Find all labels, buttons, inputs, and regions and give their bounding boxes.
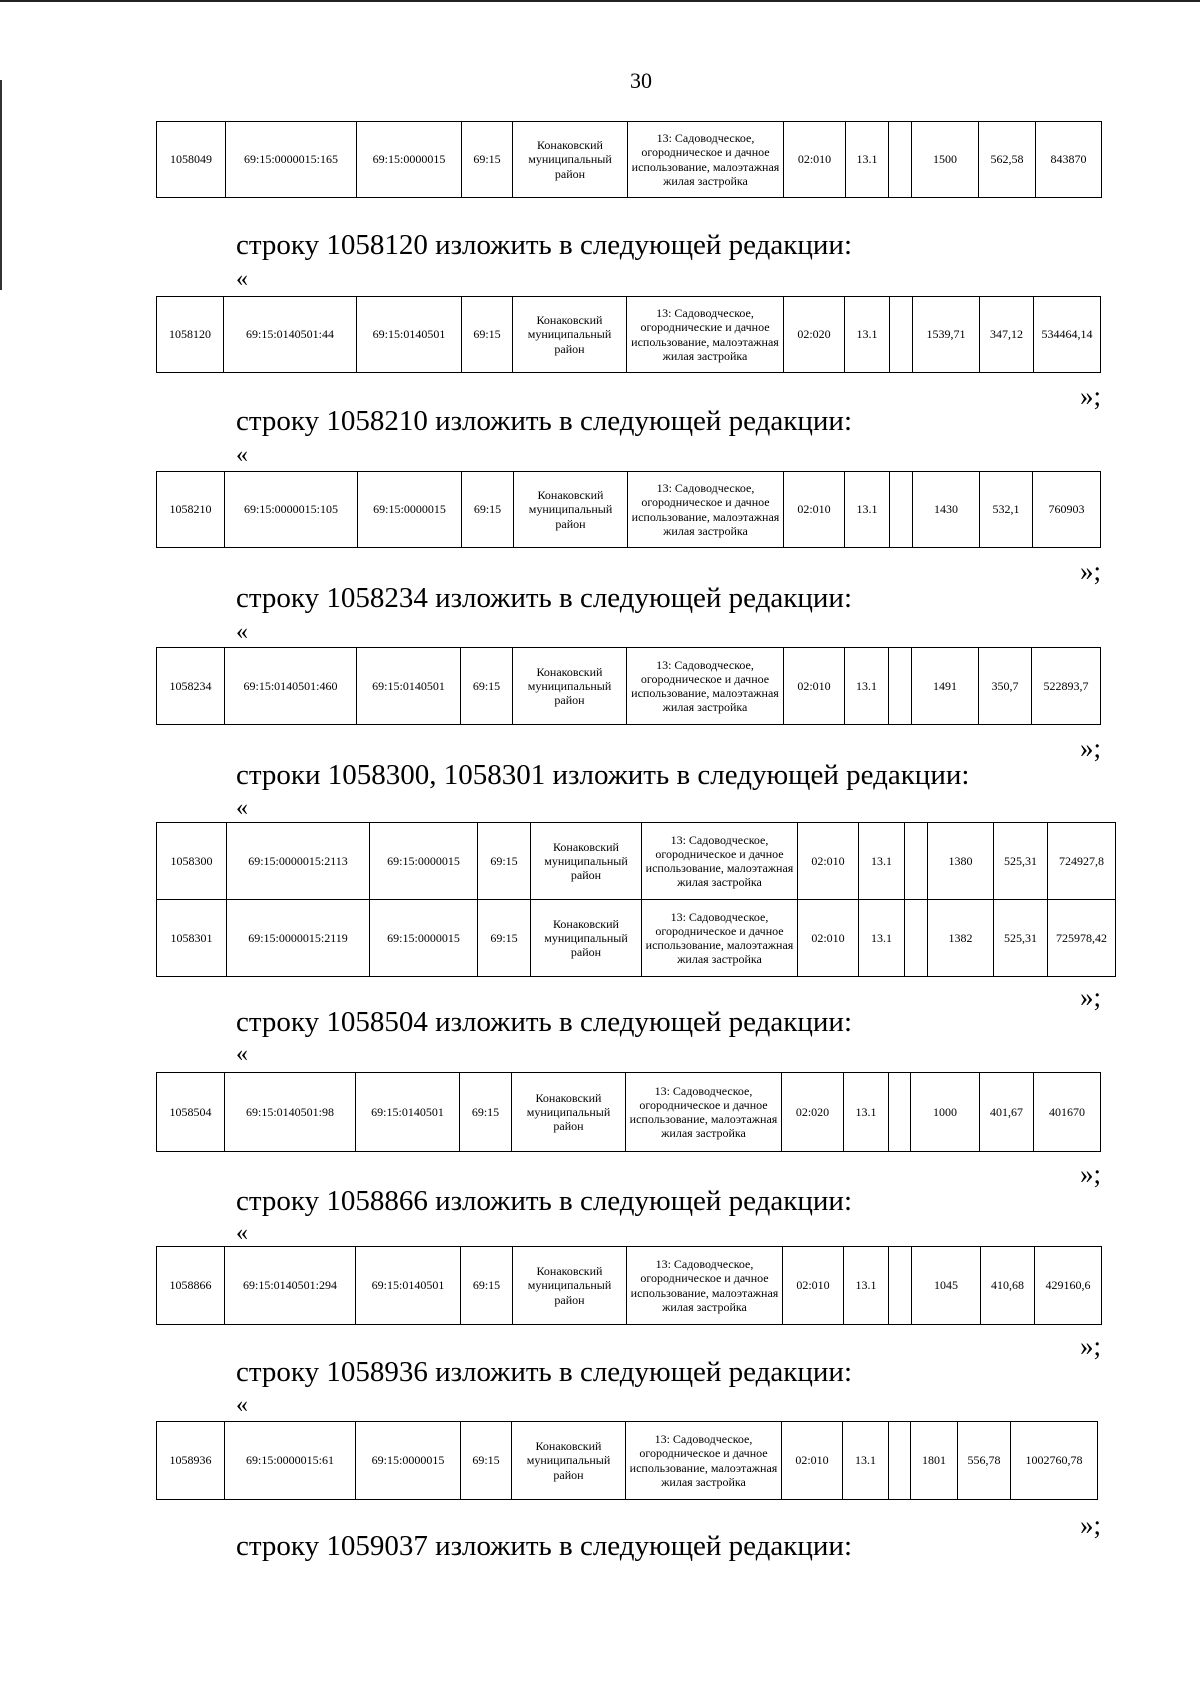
cell-empty-column — [889, 1247, 912, 1325]
scan-left-border — [0, 80, 2, 290]
cell-district-code: 69:15 — [478, 823, 531, 900]
cell-quarter-number: 69:15:0140501 — [357, 297, 462, 373]
amendment-heading: строку 1058120 изложить в следующей редакции: — [236, 229, 852, 261]
cell-municipality: Конаковский муниципальный район — [513, 297, 627, 373]
opening-quote: « — [236, 266, 248, 292]
table-row — [157, 823, 1116, 900]
cell-land-use: 13: Садоводческое, огородническое и дачное использование, малоэтажная жилая застройка — [627, 1247, 783, 1325]
cell-cadastral-value: 724927,8 — [1048, 823, 1116, 900]
table-row — [157, 122, 1102, 198]
cell-specific-value: 350,7 — [979, 648, 1032, 725]
cell-group-code: 13.1 — [843, 1422, 889, 1500]
cell-row-number: 1058120 — [157, 297, 224, 373]
cell-cadastral-value: 401670 — [1034, 1073, 1101, 1152]
cell-specific-value: 525,31 — [994, 900, 1048, 977]
cell-row-number: 1058049 — [157, 122, 226, 198]
opening-quote: « — [236, 619, 248, 645]
cell-empty-column — [889, 1422, 911, 1500]
cell-row-number: 1058210 — [157, 472, 225, 548]
cell-specific-value: 347,12 — [980, 297, 1034, 373]
cell-cadastral-number: 69:15:0000015:2119 — [227, 900, 370, 977]
cell-row-number: 1058936 — [157, 1422, 225, 1500]
closing-quote: »; — [1080, 381, 1102, 411]
cell-district-code: 69:15 — [461, 648, 513, 725]
cell-cadastral-number: 69:15:0140501:98 — [225, 1073, 356, 1152]
cell-specific-value: 556,78 — [958, 1422, 1011, 1500]
cell-land-use: 13: Садоводческое, огородническое и дачное использование, малоэтажная жилая застройка — [626, 1422, 782, 1500]
page-number: 30 — [630, 68, 652, 93]
cell-quarter-number: 69:15:0000015 — [356, 1422, 461, 1500]
cell-district-code: 69:15 — [461, 1247, 513, 1325]
cell-quarter-number: 69:15:0140501 — [356, 1073, 460, 1152]
cell-land-use: 13: Садоводческое, огороднические и дачное использование, малоэтажная жилая застройка — [627, 297, 784, 373]
cell-municipality: Конаковский муниципальный район — [531, 823, 642, 900]
cell-quarter-number: 69:15:0140501 — [356, 1247, 461, 1325]
cell-district-code: 69:15 — [462, 122, 513, 198]
closing-quote: »; — [1080, 1510, 1102, 1540]
table-row — [157, 297, 1101, 373]
cell-district-code: 69:15 — [460, 1073, 512, 1152]
cell-municipality: Конаковский муниципальный район — [513, 122, 628, 198]
cell-area: 1491 — [912, 648, 979, 725]
opening-quote: « — [236, 795, 248, 821]
table-row — [157, 648, 1101, 725]
cell-zone-code: 02:010 — [784, 648, 845, 725]
cell-quarter-number: 69:15:0000015 — [370, 823, 478, 900]
cell-group-code: 13.1 — [846, 122, 889, 198]
cell-land-use: 13: Садоводческое, огородническое и дачное использование, малоэтажная жилая застройка — [642, 900, 798, 977]
cell-group-code: 13.1 — [859, 900, 905, 977]
cell-zone-code: 02:010 — [798, 823, 859, 900]
scan-top-border — [0, 0, 1200, 2]
cell-area: 1000 — [911, 1073, 980, 1152]
cell-cadastral-number: 69:15:0000015:61 — [225, 1422, 356, 1500]
record-table — [156, 1421, 1098, 1500]
cell-zone-code: 02:010 — [784, 472, 845, 548]
cell-row-number: 1058866 — [157, 1247, 225, 1325]
cell-zone-code: 02:020 — [782, 1073, 844, 1152]
cell-empty-column — [889, 122, 912, 198]
cell-zone-code: 02:010 — [798, 900, 859, 977]
cell-group-code: 13.1 — [845, 472, 890, 548]
opening-quote: « — [236, 1392, 248, 1418]
cell-specific-value: 525,31 — [994, 823, 1048, 900]
closing-quote: »; — [1080, 982, 1102, 1012]
cell-area: 1045 — [912, 1247, 981, 1325]
cell-municipality: Конаковский муниципальный район — [512, 1422, 626, 1500]
cell-empty-column — [889, 648, 912, 725]
cell-group-code: 13.1 — [845, 648, 889, 725]
cell-land-use: 13: Садоводческое, огородническое и дачное использование, малоэтажная жилая застройка — [626, 1073, 782, 1152]
cell-cadastral-value: 1002760,78 — [1011, 1422, 1098, 1500]
cell-district-code: 69:15 — [462, 472, 514, 548]
cell-municipality: Конаковский муниципальный район — [531, 900, 642, 977]
record-table — [156, 471, 1101, 548]
cell-zone-code: 02:010 — [782, 1422, 843, 1500]
table-row — [157, 900, 1116, 977]
cell-row-number: 1058300 — [157, 823, 227, 900]
cell-land-use: 13: Садоводческое, огородническое и дачное использование, малоэтажная жилая застройка — [642, 823, 798, 900]
cell-area: 1539,71 — [913, 297, 980, 373]
cell-cadastral-value: 522893,7 — [1032, 648, 1101, 725]
amendment-heading: строку 1058504 изложить в следующей редакции: — [236, 1006, 852, 1038]
cell-cadastral-number: 69:15:0000015:165 — [226, 122, 357, 198]
cell-land-use: 13: Садоводческое, огородническое и дачное использование, малоэтажная жилая застройка — [628, 122, 784, 198]
closing-quote: »; — [1080, 733, 1102, 763]
amendment-heading: строку 1058866 изложить в следующей редакции: — [236, 1185, 852, 1217]
cell-zone-code: 02:010 — [784, 122, 846, 198]
closing-quote: »; — [1080, 556, 1102, 586]
opening-quote: « — [236, 1220, 248, 1246]
amendment-heading: строку 1058234 изложить в следующей редакции: — [236, 582, 852, 614]
table-row — [157, 1073, 1101, 1152]
table-row — [157, 472, 1101, 548]
record-table — [156, 121, 1102, 198]
record-table — [156, 296, 1101, 373]
cell-specific-value: 562,58 — [979, 122, 1036, 198]
cell-group-code: 13.1 — [845, 297, 890, 373]
cell-area: 1500 — [912, 122, 979, 198]
opening-quote: « — [236, 442, 248, 468]
amendment-heading: строку 1058210 изложить в следующей редакции: — [236, 405, 852, 437]
record-table — [156, 1246, 1102, 1325]
cell-specific-value: 401,67 — [980, 1073, 1034, 1152]
cell-district-code: 69:15 — [462, 297, 513, 373]
cell-row-number: 1058504 — [157, 1073, 225, 1152]
cell-municipality: Конаковский муниципальный район — [512, 1073, 626, 1152]
cell-empty-column — [890, 472, 913, 548]
cell-cadastral-value: 760903 — [1033, 472, 1101, 548]
cell-cadastral-value: 843870 — [1036, 122, 1102, 198]
table-row — [157, 1247, 1102, 1325]
table-row — [157, 1422, 1098, 1500]
cell-empty-column — [905, 823, 928, 900]
cell-cadastral-value: 534464,14 — [1034, 297, 1101, 373]
amendment-heading: строку 1059037 изложить в следующей редакции: — [236, 1530, 852, 1562]
cell-group-code: 13.1 — [844, 1247, 889, 1325]
cell-group-code: 13.1 — [859, 823, 905, 900]
cell-land-use: 13: Садоводческое, огородническое и дачное использование, малоэтажная жилая застройка — [628, 472, 784, 548]
closing-quote: »; — [1080, 1159, 1102, 1189]
cell-area: 1801 — [911, 1422, 958, 1500]
cell-quarter-number: 69:15:0000015 — [370, 900, 478, 977]
cell-cadastral-number: 69:15:0140501:294 — [225, 1247, 356, 1325]
cell-cadastral-number: 69:15:0000015:105 — [225, 472, 358, 548]
cell-quarter-number: 69:15:0000015 — [357, 122, 462, 198]
cell-row-number: 1058234 — [157, 648, 225, 725]
cell-zone-code: 02:020 — [784, 297, 845, 373]
cell-district-code: 69:15 — [461, 1422, 512, 1500]
cell-cadastral-number: 69:15:0140501:460 — [225, 648, 357, 725]
cell-municipality: Конаковский муниципальный район — [513, 648, 627, 725]
cell-area: 1380 — [928, 823, 994, 900]
cell-specific-value: 410,68 — [981, 1247, 1035, 1325]
cell-area: 1382 — [928, 900, 994, 977]
cell-empty-column — [905, 900, 928, 977]
cell-cadastral-value: 725978,42 — [1048, 900, 1116, 977]
cell-quarter-number: 69:15:0140501 — [357, 648, 461, 725]
cell-empty-column — [890, 297, 913, 373]
cell-municipality: Конаковский муниципальный район — [514, 472, 628, 548]
record-table — [156, 1072, 1101, 1152]
cell-cadastral-value: 429160,6 — [1035, 1247, 1102, 1325]
amendment-heading: строку 1058936 изложить в следующей редакции: — [236, 1356, 852, 1388]
cell-cadastral-number: 69:15:0140501:44 — [224, 297, 357, 373]
record-table — [156, 822, 1116, 977]
cell-specific-value: 532,1 — [980, 472, 1033, 548]
cell-district-code: 69:15 — [478, 900, 531, 977]
opening-quote: « — [236, 1041, 248, 1067]
amendment-heading: строки 1058300, 1058301 изложить в следующей редакции: — [236, 759, 970, 791]
cell-municipality: Конаковский муниципальный район — [513, 1247, 627, 1325]
record-table — [156, 647, 1101, 725]
cell-row-number: 1058301 — [157, 900, 227, 977]
cell-empty-column — [889, 1073, 911, 1152]
cell-area: 1430 — [913, 472, 980, 548]
closing-quote: »; — [1080, 1331, 1102, 1361]
cell-quarter-number: 69:15:0000015 — [358, 472, 462, 548]
cell-land-use: 13: Садоводческое, огородническое и дачное использование, малоэтажная жилая застройка — [627, 648, 784, 725]
cell-group-code: 13.1 — [844, 1073, 889, 1152]
cell-zone-code: 02:010 — [783, 1247, 844, 1325]
cell-cadastral-number: 69:15:0000015:2113 — [227, 823, 370, 900]
